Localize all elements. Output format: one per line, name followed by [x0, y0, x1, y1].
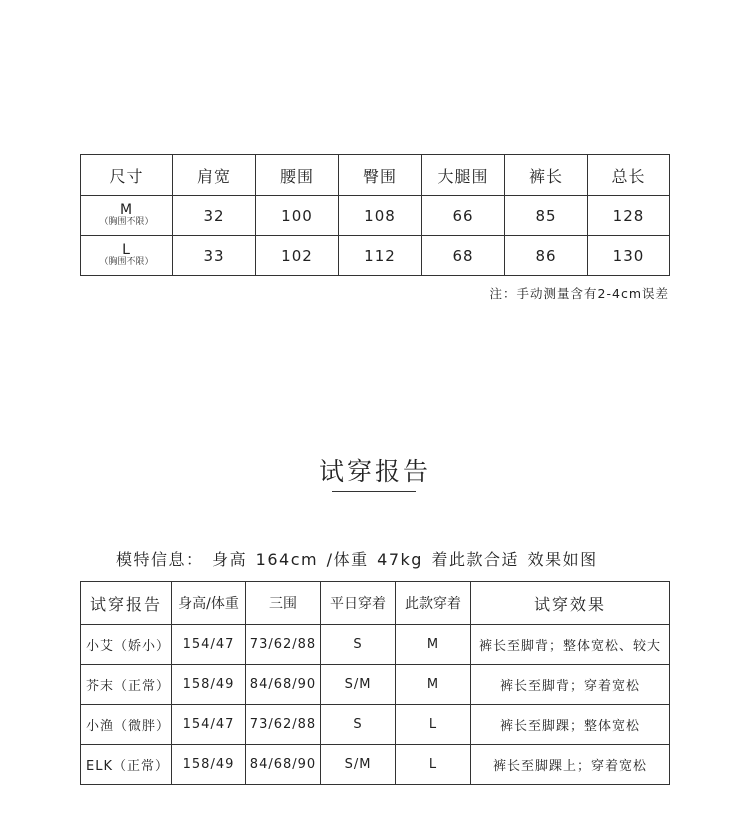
- size-letter: L: [122, 242, 131, 259]
- fitting-table-header-row: [81, 582, 670, 625]
- model-name: ELK（正常）: [81, 745, 172, 785]
- height-weight-value: 158/49: [172, 745, 246, 785]
- table-row: [81, 665, 670, 705]
- shoulder-value: 32: [173, 196, 256, 236]
- fit-effect-value: 裤长至脚踝；整体宽松: [471, 705, 670, 745]
- hip-value: 108: [339, 196, 422, 236]
- header-thigh: 大腿围: [422, 155, 505, 196]
- header-fit-effect: 试穿效果: [471, 582, 670, 625]
- hip-value: 112: [339, 236, 422, 276]
- this-item-size-value: L: [396, 705, 471, 745]
- header-shoulder: 肩宽: [173, 155, 256, 196]
- measurements-value: 73/62/88: [246, 625, 321, 665]
- measurements-value: 84/68/90: [246, 665, 321, 705]
- fit-effect-value: 裤长至脚踝上；穿着宽松: [471, 745, 670, 785]
- section-title: 试穿报告: [318, 457, 431, 486]
- header-hip: 臀围: [339, 155, 422, 196]
- usual-size-value: S/M: [321, 745, 396, 785]
- shoulder-value: 33: [173, 236, 256, 276]
- measurement-note: 注：手动测量含有2-4cm误差: [489, 286, 669, 301]
- this-item-size-value: M: [396, 625, 471, 665]
- fitting-report-table: [80, 581, 670, 785]
- header-waist: 腰围: [256, 155, 339, 196]
- header-usual-size: 平日穿着: [321, 582, 396, 625]
- total-length-value: 128: [588, 196, 670, 236]
- header-this-item-size: 此款穿着: [396, 582, 471, 625]
- header-total-length: 总长: [588, 155, 670, 196]
- total-length-value: 130: [588, 236, 670, 276]
- usual-size-value: S: [321, 705, 396, 745]
- table-row: [81, 625, 670, 665]
- waist-value: 102: [256, 236, 339, 276]
- waist-value: 100: [256, 196, 339, 236]
- header-height-weight: 身高/体重: [172, 582, 246, 625]
- size-letter: M: [119, 202, 134, 219]
- usual-size-value: S/M: [321, 665, 396, 705]
- table-row: [81, 705, 670, 745]
- header-measurements: 三围: [246, 582, 321, 625]
- size-note: （胸围不限）: [99, 257, 154, 268]
- height-weight-value: 154/47: [172, 625, 246, 665]
- model-info: 模特信息： 身高 164cm /体重 47kg 着此款合适 效果如图: [116, 550, 598, 569]
- size-note: （胸围不限）: [99, 217, 154, 228]
- height-weight-value: 158/49: [172, 665, 246, 705]
- fit-effect-value: 裤长至脚背；整体宽松、较大: [471, 625, 670, 665]
- this-item-size-value: L: [396, 745, 471, 785]
- pants-length-value: 86: [505, 236, 588, 276]
- measurements-value: 73/62/88: [246, 705, 321, 745]
- table-row: [81, 745, 670, 785]
- header-report: 试穿报告: [81, 582, 172, 625]
- size-label-cell: [81, 196, 173, 236]
- thigh-value: 68: [422, 236, 505, 276]
- model-name: 小渔（微胖）: [81, 705, 172, 745]
- header-pants-length: 裤长: [505, 155, 588, 196]
- size-label-cell: [81, 236, 173, 276]
- pants-length-value: 85: [505, 196, 588, 236]
- thigh-value: 66: [422, 196, 505, 236]
- measurements-value: 84/68/90: [246, 745, 321, 785]
- header-size: 尺寸: [81, 155, 173, 196]
- usual-size-value: S: [321, 625, 396, 665]
- fit-effect-value: 裤长至脚背；穿着宽松: [471, 665, 670, 705]
- size-table: [80, 154, 670, 276]
- this-item-size-value: M: [396, 665, 471, 705]
- table-row: [81, 196, 670, 236]
- table-row: [81, 236, 670, 276]
- title-underline: [332, 491, 416, 492]
- size-table-header-row: [81, 155, 670, 196]
- height-weight-value: 154/47: [172, 705, 246, 745]
- model-name: 小艾（娇小）: [81, 625, 172, 665]
- model-name: 芥末（正常）: [81, 665, 172, 705]
